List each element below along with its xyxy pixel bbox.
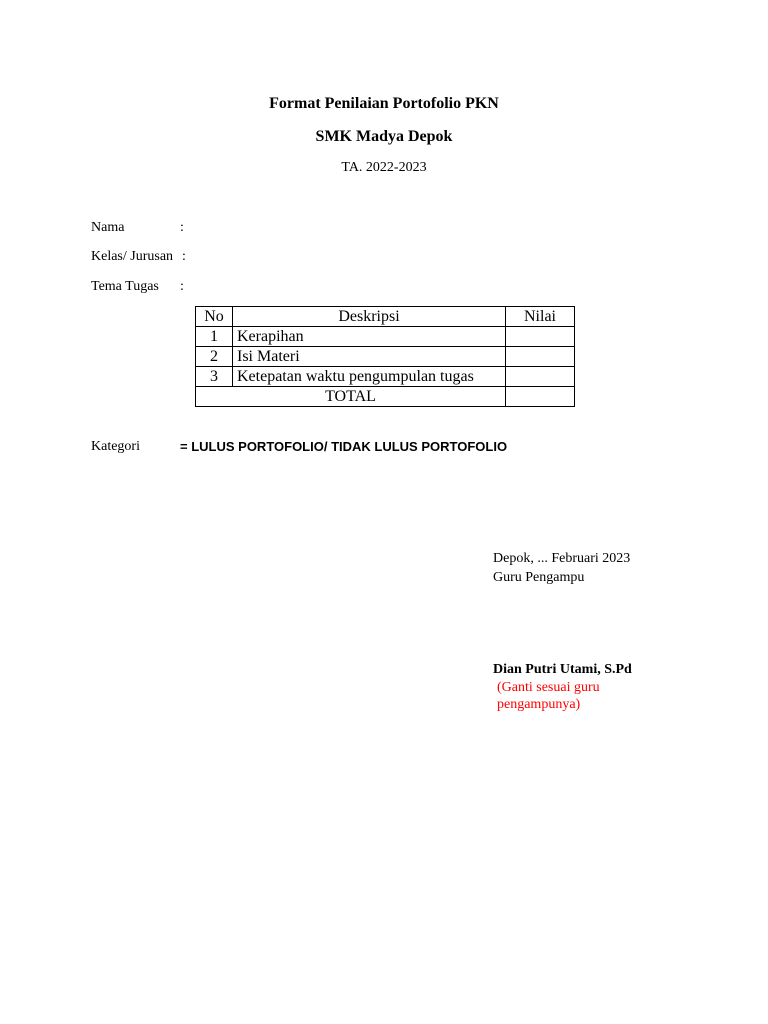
header-no: No: [196, 307, 233, 327]
field-label-nama: Nama: [91, 220, 125, 235]
row-deskripsi: Kerapihan: [233, 327, 506, 347]
table-row: [196, 367, 575, 387]
signature-note-line2: pengampunya): [497, 697, 581, 712]
signature-name: Dian Putri Utami, S.Pd: [493, 662, 632, 677]
total-value-cell[interactable]: [506, 387, 575, 407]
row-nilai-cell[interactable]: [506, 347, 575, 367]
table-row: [196, 347, 575, 367]
row-no: 1: [196, 327, 233, 347]
field-colon: :: [180, 220, 184, 235]
table-header-row: [196, 307, 575, 327]
row-deskripsi: Isi Materi: [233, 347, 506, 367]
score-table: [195, 306, 575, 407]
academic-year: TA. 2022-2023: [341, 160, 427, 175]
field-label-tema-tugas: Tema Tugas: [91, 279, 159, 294]
row-no: 3: [196, 367, 233, 387]
field-label-kelas-jurusan: Kelas/ Jurusan: [91, 249, 174, 264]
table-total-row: [196, 387, 575, 407]
total-label: TOTAL: [196, 387, 506, 407]
field-colon: :: [180, 279, 184, 294]
row-nilai-cell[interactable]: [506, 367, 575, 387]
row-no: 2: [196, 347, 233, 367]
signature-place-date: Depok, ... Februari 2023: [493, 551, 631, 566]
school-name: SMK Madya Depok: [315, 128, 453, 145]
row-deskripsi: Ketepatan waktu pengumpulan tugas: [233, 367, 506, 387]
field-colon: :: [182, 249, 186, 264]
document-title: Format Penilaian Portofolio PKN: [269, 95, 499, 112]
row-nilai-cell[interactable]: [506, 327, 575, 347]
kategori-value: = LULUS PORTOFOLIO/ TIDAK LULUS PORTOFOLIO: [180, 439, 508, 454]
kategori-label: Kategori: [91, 439, 140, 454]
signature-role: Guru Pengampu: [493, 570, 585, 585]
header-deskripsi: Deskripsi: [233, 307, 506, 327]
header-nilai: Nilai: [506, 307, 575, 327]
signature-note-line1: (Ganti sesuai guru: [497, 680, 600, 695]
table-row: [196, 327, 575, 347]
